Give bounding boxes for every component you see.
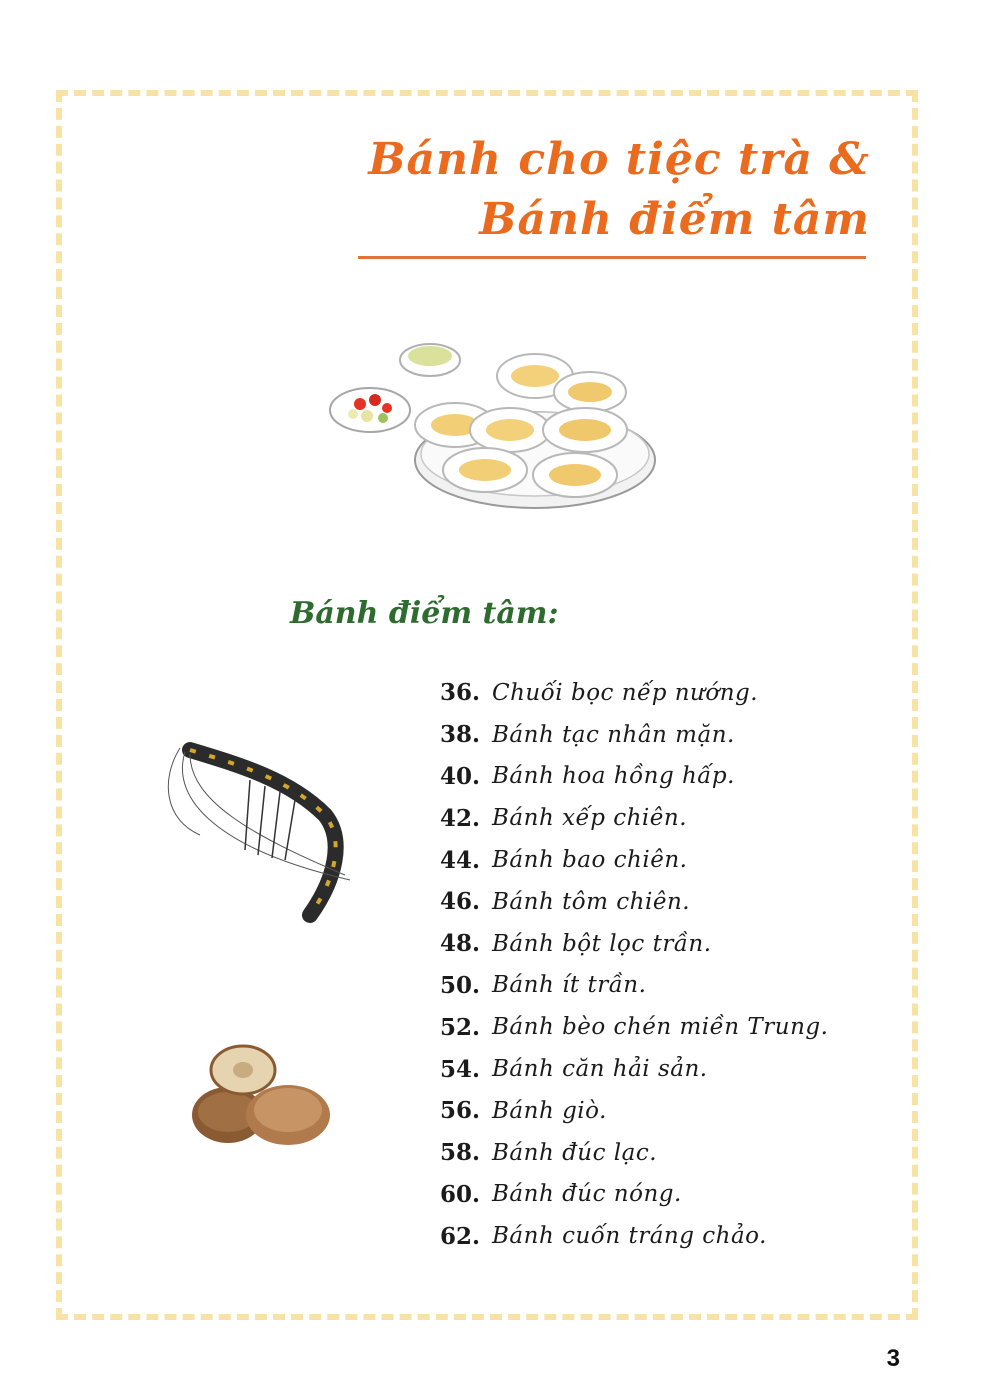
recipe-name: Chuối bọc nếp nướng. (492, 679, 759, 706)
recipe-page-number: 56. (440, 1097, 481, 1125)
list-item (440, 1048, 828, 1090)
list-item (440, 797, 828, 839)
list-item (440, 839, 828, 881)
recipe-page-number: 58. (440, 1139, 481, 1167)
list-item (440, 965, 828, 1007)
recipe-page-number: 38. (440, 721, 481, 749)
recipe-page-number: 36. (440, 679, 481, 707)
recipe-page-number: 52. (440, 1013, 481, 1041)
recipe-page-number: 60. (440, 1180, 481, 1208)
recipe-page-number: 62. (440, 1222, 481, 1250)
recipe-name: Bánh tạc nhân mặn. (492, 721, 735, 748)
recipe-name: Bánh cuốn tráng chảo. (492, 1223, 767, 1250)
list-item (440, 923, 828, 965)
page-number: 3 (886, 1345, 900, 1372)
list-item (440, 756, 828, 798)
title-line-2: Bánh điểm tâm (479, 194, 870, 245)
recipe-name: Bánh bèo chén miền Trung. (492, 1014, 829, 1041)
title-underline (358, 256, 866, 259)
recipe-page-number: 40. (440, 762, 481, 790)
recipe-name: Bánh tôm chiên. (492, 888, 691, 915)
list-item (440, 1174, 828, 1216)
recipe-page-number: 44. (440, 846, 481, 874)
recipe-name: Bánh hoa hồng hấp. (492, 763, 735, 790)
list-item (440, 1132, 828, 1174)
recipe-page-number: 48. (440, 930, 481, 958)
recipe-page-number: 42. (440, 804, 481, 832)
list-item (440, 1006, 828, 1048)
title-line-1: Bánh cho tiệc trà & (368, 134, 870, 185)
list-item (440, 1090, 828, 1132)
recipe-name: Bánh bột lọc trần. (492, 930, 712, 957)
recipe-name: Bánh đúc nóng. (492, 1181, 682, 1208)
page-title (270, 130, 870, 250)
recipe-page-number: 54. (440, 1055, 481, 1083)
recipe-page-number: 50. (440, 971, 481, 999)
banh-beo-dish-illustration (325, 330, 670, 515)
recipe-name: Bánh xếp chiên. (492, 805, 688, 832)
list-item (440, 1215, 828, 1257)
recipe-name: Bánh căn hải sản. (492, 1056, 708, 1083)
list-item (440, 714, 828, 756)
recipe-page-number: 46. (440, 888, 481, 916)
shrimp-illustration (160, 740, 360, 925)
recipe-name: Bánh ít trần. (492, 972, 647, 999)
list-item (440, 672, 828, 714)
section-heading: Bánh điểm tâm: (290, 596, 559, 631)
recipe-name: Bánh đúc lạc. (492, 1139, 658, 1166)
recipe-name: Bánh bao chiên. (492, 847, 688, 874)
recipe-name: Bánh giò. (492, 1097, 607, 1124)
mushroom-illustration (188, 1040, 338, 1150)
list-item (440, 881, 828, 923)
recipe-list (440, 672, 828, 1257)
